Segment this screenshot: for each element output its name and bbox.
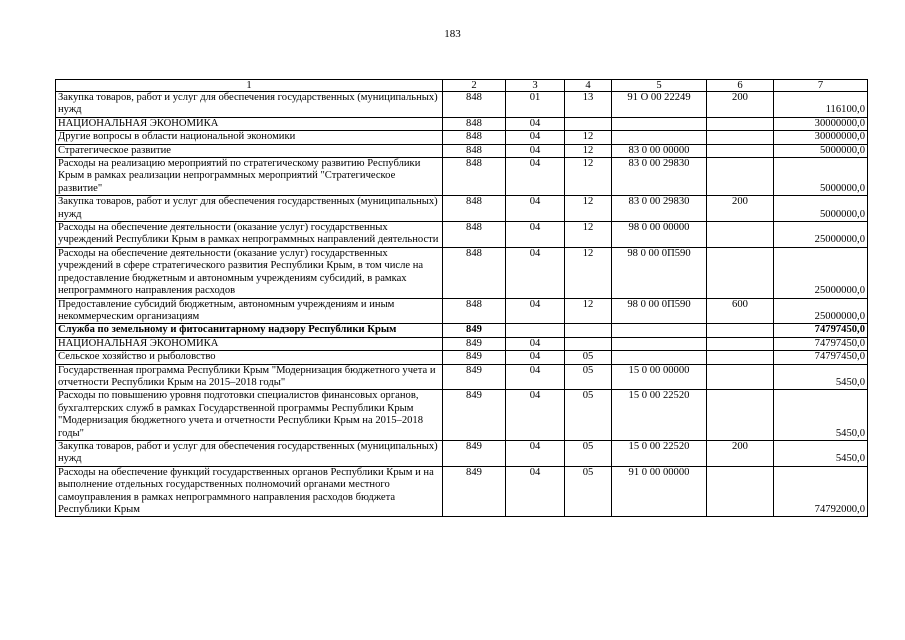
target-article-cell bbox=[612, 324, 707, 337]
table-header-row bbox=[56, 80, 868, 92]
expense-type-cell: 200 bbox=[707, 196, 774, 222]
column-header: 7 bbox=[774, 80, 868, 92]
target-article-cell bbox=[612, 351, 707, 364]
amount-cell: 5000000,0 bbox=[774, 144, 868, 157]
table-row bbox=[56, 466, 868, 517]
section-code-cell: 04 bbox=[506, 364, 565, 390]
ministry-code-cell: 849 bbox=[443, 351, 506, 364]
table-row bbox=[56, 158, 868, 196]
section-code-cell: 04 bbox=[506, 144, 565, 157]
subsection-code-cell: 05 bbox=[565, 351, 612, 364]
amount-cell: 5000000,0 bbox=[774, 196, 868, 222]
target-article-cell: 83 0 00 29830 bbox=[612, 196, 707, 222]
subsection-code-cell: 12 bbox=[565, 196, 612, 222]
section-code-cell: 01 bbox=[506, 92, 565, 118]
subsection-code-cell: 05 bbox=[565, 440, 612, 466]
expense-type-cell bbox=[707, 247, 774, 298]
table-row bbox=[56, 364, 868, 390]
budget-table bbox=[55, 79, 868, 517]
amount-cell: 30000000,0 bbox=[774, 117, 868, 130]
page-number: 183 bbox=[444, 28, 461, 40]
amount-cell: 116100,0 bbox=[774, 92, 868, 118]
table-row bbox=[56, 324, 868, 337]
ministry-code-cell: 848 bbox=[443, 117, 506, 130]
target-article-cell: 98 0 00 0П590 bbox=[612, 247, 707, 298]
table-row bbox=[56, 390, 868, 441]
item-name-cell: Служба по земельному и фитосанитарному надзору Республики Крым bbox=[56, 324, 443, 337]
target-article-cell bbox=[612, 337, 707, 350]
table-row bbox=[56, 337, 868, 350]
section-code-cell: 04 bbox=[506, 466, 565, 517]
expense-type-cell: 600 bbox=[707, 298, 774, 324]
column-header: 1 bbox=[56, 80, 443, 92]
target-article-cell bbox=[612, 131, 707, 144]
section-code-cell bbox=[506, 324, 565, 337]
item-name-cell: Закупка товаров, работ и услуг для обеспечения государственных (муниципальных) нужд bbox=[56, 92, 443, 118]
section-code-cell: 04 bbox=[506, 247, 565, 298]
subsection-code-cell bbox=[565, 337, 612, 350]
expense-type-cell bbox=[707, 351, 774, 364]
column-header: 4 bbox=[565, 80, 612, 92]
table-row bbox=[56, 117, 868, 130]
expense-type-cell bbox=[707, 158, 774, 196]
item-name-cell: Расходы на обеспечение функций государственных органов Республики Крым и на выполнение отдельных государственных полномочий органами местного самоуправления в рамках непрограммного направления расходов бюджета Республики Крым bbox=[56, 466, 443, 517]
ministry-code-cell: 848 bbox=[443, 144, 506, 157]
expense-type-cell bbox=[707, 337, 774, 350]
item-name-cell: Расходы на реализацию мероприятий по стратегическому развитию Республики Крым в рамках реализации непрограммных мероприятий "Стратегическое развитие" bbox=[56, 158, 443, 196]
ministry-code-cell: 849 bbox=[443, 337, 506, 350]
subsection-code-cell: 05 bbox=[565, 364, 612, 390]
expense-type-cell bbox=[707, 131, 774, 144]
section-code-cell: 04 bbox=[506, 222, 565, 248]
expense-type-cell: 200 bbox=[707, 92, 774, 118]
section-code-cell: 04 bbox=[506, 131, 565, 144]
table-row bbox=[56, 131, 868, 144]
table-row bbox=[56, 247, 868, 298]
section-code-cell: 04 bbox=[506, 337, 565, 350]
amount-cell: 5450,0 bbox=[774, 390, 868, 441]
item-name-cell: Государственная программа Республики Крым "Модернизация бюджетного учета и отчетности Республики Крым на 2015–2018 годы" bbox=[56, 364, 443, 390]
amount-cell: 5000000,0 bbox=[774, 158, 868, 196]
amount-cell: 25000000,0 bbox=[774, 222, 868, 248]
amount-cell: 25000000,0 bbox=[774, 247, 868, 298]
target-article-cell: 98 0 00 00000 bbox=[612, 222, 707, 248]
ministry-code-cell: 848 bbox=[443, 131, 506, 144]
expense-type-cell bbox=[707, 364, 774, 390]
ministry-code-cell: 848 bbox=[443, 92, 506, 118]
table-row bbox=[56, 440, 868, 466]
item-name-cell: Сельское хозяйство и рыболовство bbox=[56, 351, 443, 364]
column-header: 2 bbox=[443, 80, 506, 92]
subsection-code-cell: 05 bbox=[565, 390, 612, 441]
table-row bbox=[56, 144, 868, 157]
ministry-code-cell: 848 bbox=[443, 196, 506, 222]
subsection-code-cell: 13 bbox=[565, 92, 612, 118]
target-article-cell: 91 О 00 22249 bbox=[612, 92, 707, 118]
subsection-code-cell: 12 bbox=[565, 298, 612, 324]
table-row bbox=[56, 298, 868, 324]
ministry-code-cell: 849 bbox=[443, 390, 506, 441]
section-code-cell: 04 bbox=[506, 440, 565, 466]
subsection-code-cell bbox=[565, 324, 612, 337]
amount-cell: 74797450,0 bbox=[774, 324, 868, 337]
table-row bbox=[56, 196, 868, 222]
ministry-code-cell: 849 bbox=[443, 364, 506, 390]
expense-type-cell bbox=[707, 117, 774, 130]
item-name-cell: Другие вопросы в области национальной экономики bbox=[56, 131, 443, 144]
expense-type-cell bbox=[707, 466, 774, 517]
subsection-code-cell: 05 bbox=[565, 466, 612, 517]
item-name-cell: Расходы на обеспечение деятельности (оказание услуг) государственных учреждений Республики Крым в рамках непрограммных направлений деятельности bbox=[56, 222, 443, 248]
column-header: 6 bbox=[707, 80, 774, 92]
ministry-code-cell: 848 bbox=[443, 247, 506, 298]
target-article-cell bbox=[612, 117, 707, 130]
section-code-cell: 04 bbox=[506, 196, 565, 222]
expense-type-cell bbox=[707, 390, 774, 441]
target-article-cell: 91 0 00 00000 bbox=[612, 466, 707, 517]
ministry-code-cell: 849 bbox=[443, 440, 506, 466]
expense-type-cell bbox=[707, 144, 774, 157]
item-name-cell: Предоставление субсидий бюджетным, автономным учреждениям и иным некоммерческим организациям bbox=[56, 298, 443, 324]
amount-cell: 30000000,0 bbox=[774, 131, 868, 144]
expense-type-cell: 200 bbox=[707, 440, 774, 466]
amount-cell: 5450,0 bbox=[774, 364, 868, 390]
amount-cell: 74797450,0 bbox=[774, 351, 868, 364]
section-code-cell: 04 bbox=[506, 351, 565, 364]
ministry-code-cell: 849 bbox=[443, 466, 506, 517]
item-name-cell: Закупка товаров, работ и услуг для обеспечения государственных (муниципальных) нужд bbox=[56, 440, 443, 466]
subsection-code-cell: 12 bbox=[565, 247, 612, 298]
target-article-cell: 83 0 00 00000 bbox=[612, 144, 707, 157]
subsection-code-cell: 12 bbox=[565, 158, 612, 196]
section-code-cell: 04 bbox=[506, 298, 565, 324]
subsection-code-cell: 12 bbox=[565, 144, 612, 157]
target-article-cell: 15 0 00 00000 bbox=[612, 364, 707, 390]
column-header: 3 bbox=[506, 80, 565, 92]
expense-type-cell bbox=[707, 324, 774, 337]
target-article-cell: 83 0 00 29830 bbox=[612, 158, 707, 196]
item-name-cell: Стратегическое развитие bbox=[56, 144, 443, 157]
ministry-code-cell: 848 bbox=[443, 158, 506, 196]
item-name-cell: НАЦИОНАЛЬНАЯ ЭКОНОМИКА bbox=[56, 117, 443, 130]
target-article-cell: 98 0 00 0П590 bbox=[612, 298, 707, 324]
target-article-cell: 15 0 00 22520 bbox=[612, 390, 707, 441]
ministry-code-cell: 848 bbox=[443, 298, 506, 324]
table-row bbox=[56, 222, 868, 248]
amount-cell: 74797450,0 bbox=[774, 337, 868, 350]
table-row bbox=[56, 92, 868, 118]
section-code-cell: 04 bbox=[506, 158, 565, 196]
ministry-code-cell: 849 bbox=[443, 324, 506, 337]
amount-cell: 74792000,0 bbox=[774, 466, 868, 517]
section-code-cell: 04 bbox=[506, 117, 565, 130]
amount-cell: 5450,0 bbox=[774, 440, 868, 466]
target-article-cell: 15 0 00 22520 bbox=[612, 440, 707, 466]
expense-type-cell bbox=[707, 222, 774, 248]
subsection-code-cell bbox=[565, 117, 612, 130]
item-name-cell: Закупка товаров, работ и услуг для обеспечения государственных (муниципальных) нужд bbox=[56, 196, 443, 222]
item-name-cell: НАЦИОНАЛЬНАЯ ЭКОНОМИКА bbox=[56, 337, 443, 350]
ministry-code-cell: 848 bbox=[443, 222, 506, 248]
amount-cell: 25000000,0 bbox=[774, 298, 868, 324]
table-row bbox=[56, 351, 868, 364]
subsection-code-cell: 12 bbox=[565, 131, 612, 144]
column-header: 5 bbox=[612, 80, 707, 92]
item-name-cell: Расходы по повышению уровня подготовки специалистов финансовых органов, бухгалтерских служб в рамках Государственной программы Республики Крым "Модернизация бюджетного учета и отчетности Республики Крым на 2015–2018 годы" bbox=[56, 390, 443, 441]
section-code-cell: 04 bbox=[506, 390, 565, 441]
subsection-code-cell: 12 bbox=[565, 222, 612, 248]
item-name-cell: Расходы на обеспечение деятельности (оказание услуг) государственных учреждений в сфере стратегического развития Республики Крым, в том числе на предоставление бюджетным и автономным учреждениям субсидий, в рамках непрограммного направления расходов bbox=[56, 247, 443, 298]
